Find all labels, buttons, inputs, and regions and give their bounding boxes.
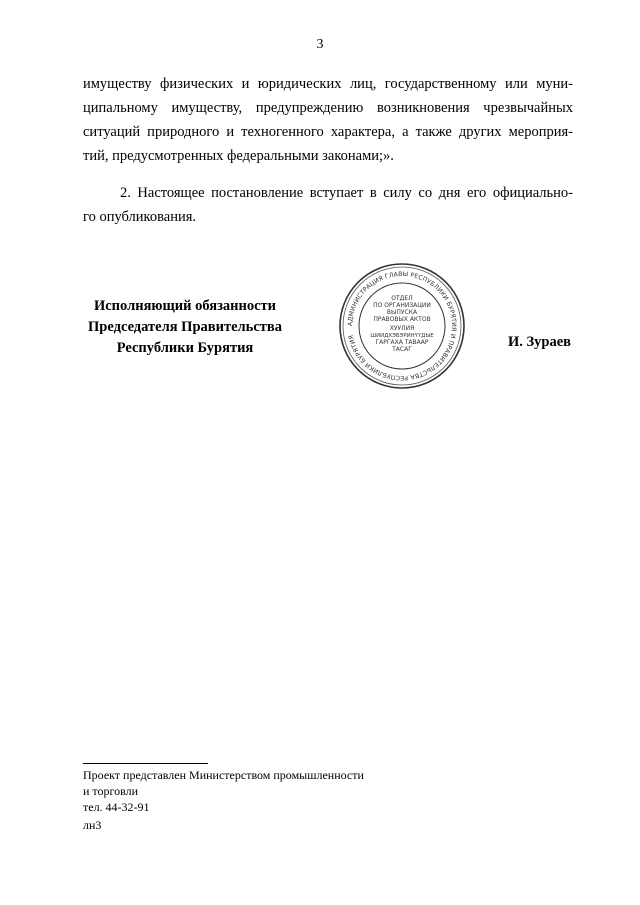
- seal-inner-line: ВЫПУСКА: [386, 309, 418, 316]
- signatory-name: И. Зураев: [508, 334, 572, 350]
- seal-outer-text: АДМИНИСТРАЦИЯ ГЛАВЫ РЕСПУБЛИКИ БУРЯТИЯ И ПРАВИТЕЛЬСТВА РЕСПУБЛИКИ БУРЯТИЯ: [346, 270, 458, 382]
- paragraph-1: [83, 72, 573, 168]
- official-seal: [338, 262, 466, 390]
- seal-inner-line: ПО ОРГАНИЗАЦИИ: [373, 302, 431, 309]
- seal-inner-line: ГАРГАХА ТАВААР: [375, 339, 429, 346]
- seal-inner-line: ПРАВОВЫХ АКТОВ: [373, 316, 431, 323]
- paragraph-1-line: ситуаций природного и техногенного характера, а также других мероприя-: [83, 124, 573, 140]
- footnote-line: тел. 44-32-91: [83, 800, 150, 814]
- paragraph-1-line: ципальному имуществу, предупреждению возникновения чрезвычайных: [83, 100, 573, 116]
- signatory-title-line: Председателя Правительства: [88, 319, 282, 335]
- signatory-title: [80, 296, 290, 359]
- seal-inner-line: ТАСАГ: [392, 346, 412, 353]
- seal-inner-line: ХУУЛИЯ: [389, 325, 415, 332]
- signatory-title-line: Республики Бурятия: [116, 340, 254, 356]
- document-code: лн3: [83, 818, 102, 832]
- paragraph-2-line: го опубликования.: [83, 209, 197, 225]
- footnote-divider: [83, 763, 208, 764]
- paragraph-2-line: 2. Настоящее постановление вступает в силу со дня его официально-: [120, 185, 573, 201]
- seal-inner-line: ОТДЕЛ: [391, 295, 413, 302]
- footnote-line: и торговли: [83, 784, 139, 798]
- signatory-title-line: Исполняющий обязанности: [93, 298, 277, 314]
- seal-inner-line: ШИИДХЭБЭРИНҮҮДЫЕ: [370, 333, 434, 339]
- footnote: [83, 767, 364, 815]
- footnote-line: Проект представлен Министерством промышленности: [83, 768, 364, 782]
- paragraph-2: [83, 181, 573, 229]
- paragraph-1-line: тий, предусмотренных федеральными законами;».: [83, 148, 394, 164]
- page-number: 3: [316, 37, 324, 52]
- paragraph-1-line: имуществу физических и юридических лиц, государственному или муни-: [83, 76, 573, 92]
